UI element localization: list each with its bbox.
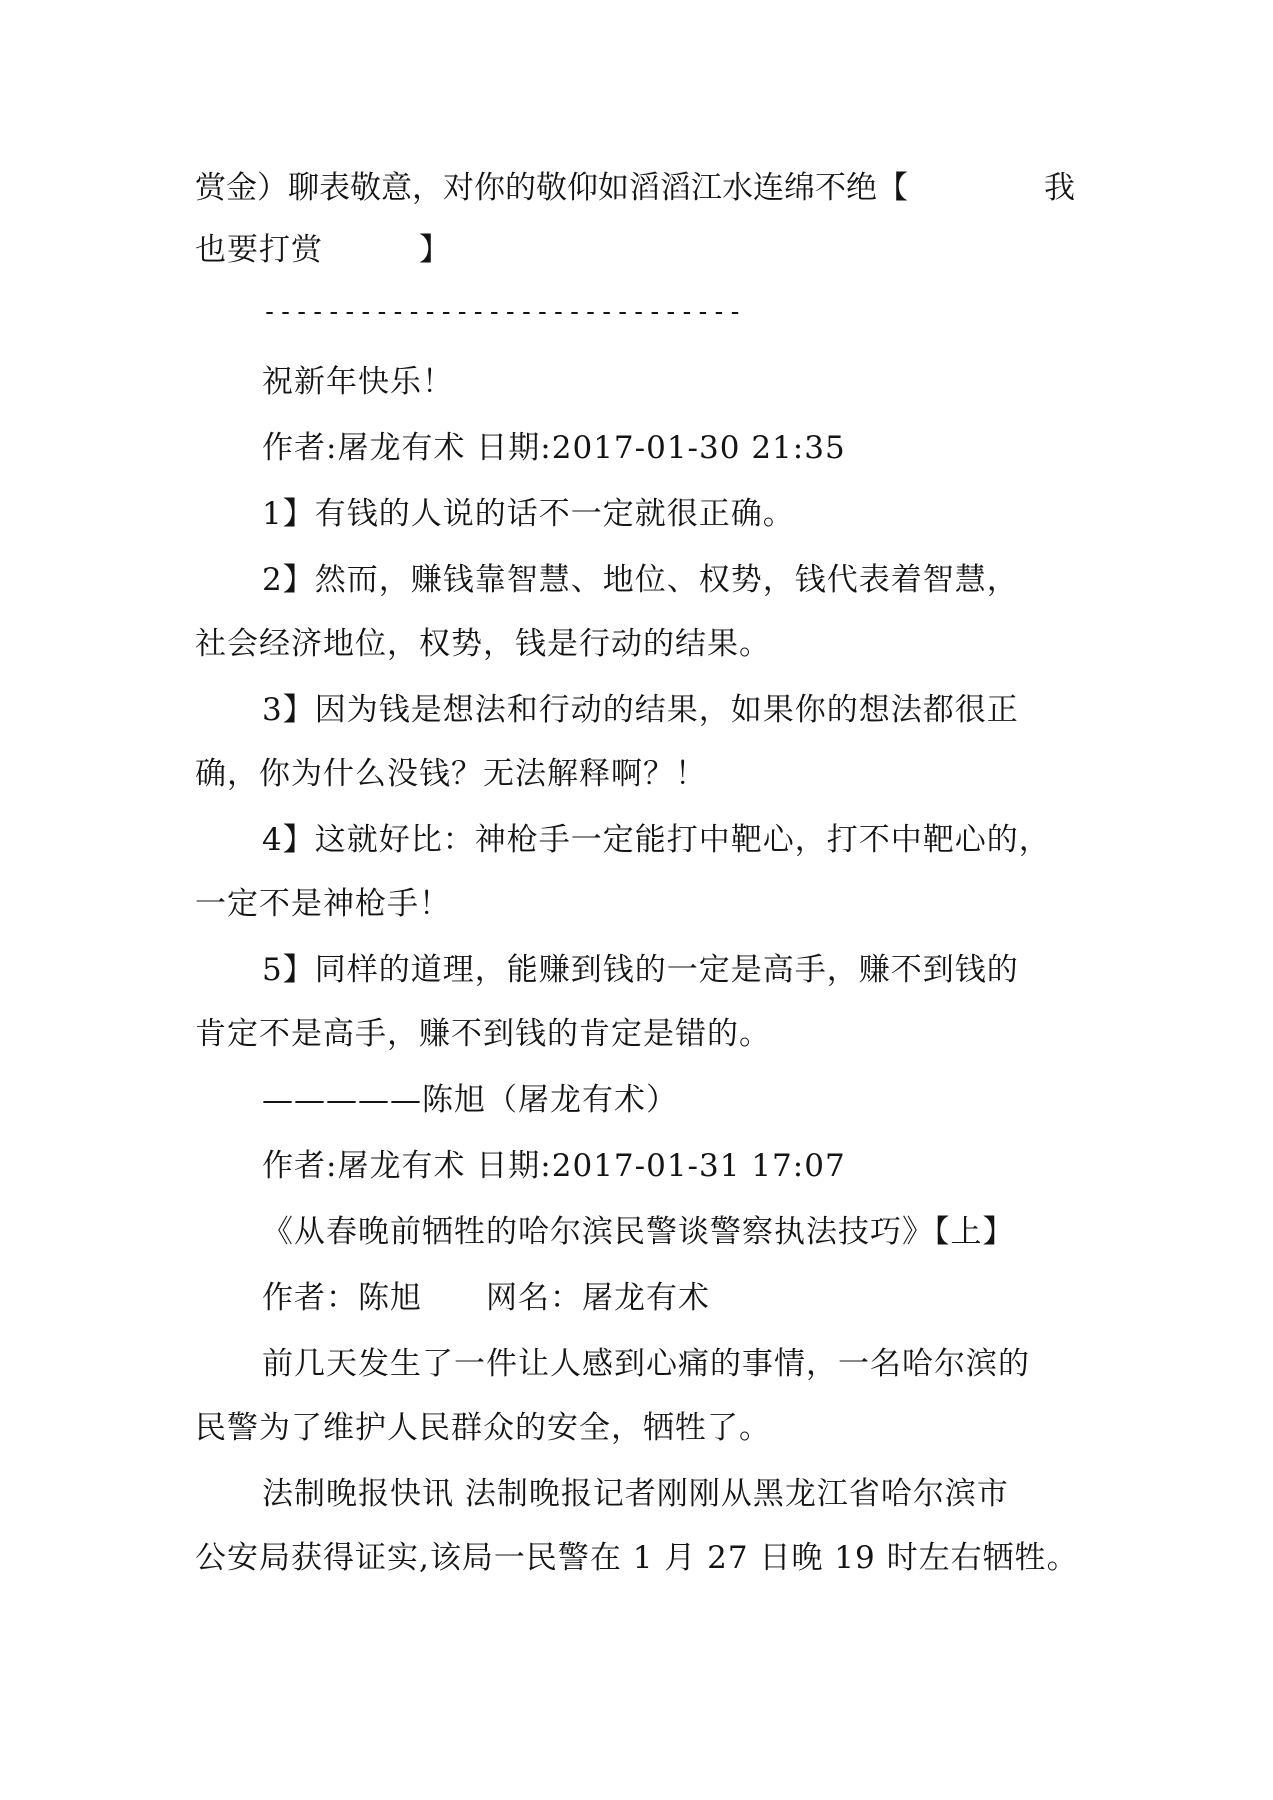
point-1: 1】有钱的人说的话不一定就很正确。 (262, 496, 795, 532)
paragraph-2-line1: 法制晚报快讯 法制晚报记者刚刚从黑龙江省哈尔滨市 (262, 1476, 1009, 1512)
paragraph-reward-line2: 也要打赏 】 (195, 232, 451, 268)
author-date-line-2: 作者:屠龙有术 日期:2017-01-31 17:07 (262, 1148, 846, 1184)
reward-text: 赏金）聊表敬意，对你的敬仰如滔滔江水连绵不绝【 (195, 170, 908, 206)
point-5-line1: 5】同样的道理，能赚到钱的一定是高手，赚不到钱的 (262, 952, 1019, 988)
point-3-line1: 3】因为钱是想法和行动的结果，如果你的想法都很正 (262, 692, 1019, 728)
paragraph-reward-line1 (195, 168, 1075, 208)
signature-line: —————陈旭（屠龙有术） (262, 1082, 678, 1118)
point-5-line2: 肯定不是高手，赚不到钱的肯定是错的。 (195, 1016, 771, 1052)
point-4-line1: 4】这就好比：神枪手一定能打中靶心，打不中靶心的， (262, 822, 1051, 858)
greeting: 祝新年快乐！ (262, 364, 454, 400)
point-2-line2: 社会经济地位，权势，钱是行动的结果。 (195, 626, 771, 662)
author-date-line: 作者:屠龙有术 日期:2017-01-30 21:35 (262, 430, 846, 466)
point-3-line2: 确，你为什么没钱？无法解释啊？！ (195, 756, 707, 792)
paragraph-1-line1: 前几天发生了一件让人感到心痛的事情，一名哈尔滨的 (262, 1346, 1030, 1382)
paragraph-1-line2: 民警为了维护人民群众的安全，牺牲了。 (195, 1410, 771, 1446)
article-title: 《从春晚前牺牲的哈尔滨民警谈警察执法技巧》【上】 (262, 1214, 1015, 1250)
divider-line: ------------------------------ (262, 297, 744, 326)
point-4-line2: 一定不是神枪手！ (195, 886, 451, 922)
paragraph-2-line2: 公安局获得证实,该局一民警在 1 月 27 日晚 19 时左右牺牲。 (195, 1540, 1079, 1576)
article-author: 作者：陈旭 网名：屠龙有术 (262, 1280, 710, 1316)
point-2-line1: 2】然而，赚钱靠智慧、地位、权势，钱代表着智慧， (262, 562, 1019, 598)
reward-text-end: 我 (1044, 170, 1075, 206)
